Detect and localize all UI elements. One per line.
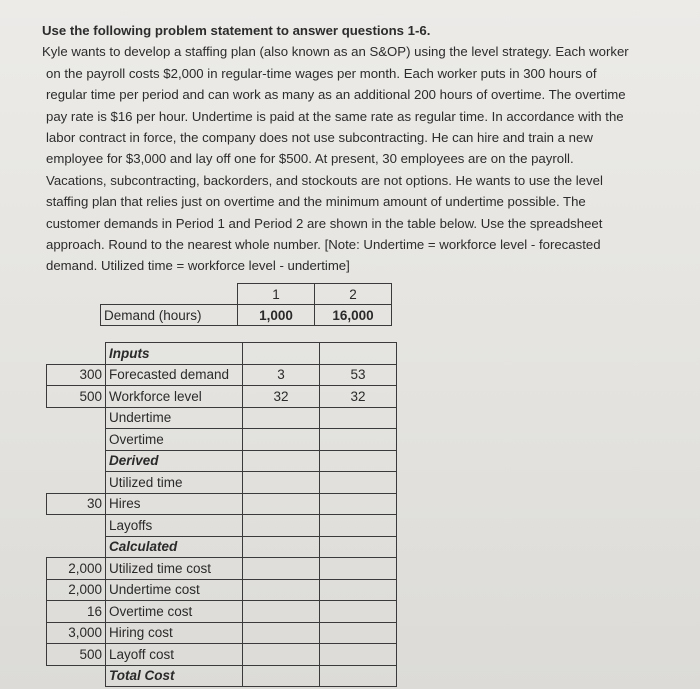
row-label: Hiring cost [106, 622, 243, 644]
period-1-cell[interactable]: 32 [243, 386, 320, 408]
row-label: Undertime [106, 407, 243, 429]
parameter-value: 300 [47, 364, 106, 386]
problem-line: Vacations, subcontracting, backorders, and stockouts are not options. He wants to use the level [46, 172, 603, 188]
table-row [47, 558, 397, 580]
table-row [47, 536, 397, 558]
row-label: Total Cost [106, 665, 243, 687]
period-1-cell[interactable] [243, 472, 320, 494]
row-label: Derived [106, 450, 243, 472]
problem-line: Kyle wants to develop a staffing plan (also known as an S&OP) using the level strategy. Each worker [42, 44, 629, 60]
parameter-value [47, 343, 106, 365]
row-label: Forecasted demand [106, 364, 243, 386]
table-row [47, 622, 397, 644]
row-label: Utilized time [106, 472, 243, 494]
table-row [47, 343, 397, 365]
row-label: Workforce level [106, 386, 243, 408]
table-row [47, 493, 397, 515]
parameter-value: 2,000 [47, 558, 106, 580]
parameter-value: 500 [47, 644, 106, 666]
period-2-cell[interactable] [320, 644, 397, 666]
row-label: Layoffs [106, 515, 243, 537]
parameter-value [47, 472, 106, 494]
parameter-value: 500 [47, 386, 106, 408]
period-2-cell[interactable] [320, 472, 397, 494]
period-2-cell[interactable] [320, 450, 397, 472]
parameter-value [47, 450, 106, 472]
row-label: Undertime cost [106, 579, 243, 601]
period-2-cell[interactable] [320, 515, 397, 537]
period-2-cell[interactable] [320, 665, 397, 687]
parameter-value [47, 407, 106, 429]
period-1-cell[interactable] [243, 407, 320, 429]
table-row [47, 472, 397, 494]
table-row [47, 601, 397, 623]
period-1-cell[interactable] [243, 644, 320, 666]
problem-line: pay rate is $16 per hour. Undertime is paid at the same rate as regular time. In accordance with the [46, 108, 624, 124]
problem-line: demand. Utilized time = workforce level - undertime] [46, 258, 350, 274]
problem-line: staffing plan that relies just on overtime and the minimum amount of undertime possible. The [46, 194, 586, 210]
parameter-value: 30 [47, 493, 106, 515]
row-label: Hires [106, 493, 243, 515]
period-1-cell[interactable] [243, 343, 320, 365]
demand-table [100, 283, 392, 326]
table-row [47, 644, 397, 666]
row-label: Utilized time cost [106, 558, 243, 580]
period-1-cell[interactable] [243, 601, 320, 623]
period-2-cell[interactable] [320, 558, 397, 580]
period-2-cell[interactable] [320, 407, 397, 429]
table-row [47, 407, 397, 429]
period-2-cell[interactable] [320, 493, 397, 515]
problem-heading: Use the following problem statement to answer questions 1-6. [42, 23, 431, 38]
problem-statement [42, 20, 662, 277]
period-2-cell[interactable] [320, 622, 397, 644]
problem-line: customer demands in Period 1 and Period 2 are shown in the table below. Use the spreadsheet [46, 215, 603, 231]
parameter-value: 16 [47, 601, 106, 623]
period-2-cell[interactable] [320, 536, 397, 558]
staffing-plan-table [46, 342, 397, 687]
table-row [47, 429, 397, 451]
problem-line: labor contract in force, the company does not use subcontracting. He can hire and train a new [46, 130, 593, 146]
period-header-1: 1 [238, 284, 315, 305]
period-1-cell[interactable] [243, 450, 320, 472]
demand-value-1: 1,000 [238, 305, 315, 326]
parameter-value [47, 665, 106, 687]
demand-value-2: 16,000 [315, 305, 392, 326]
parameter-value: 2,000 [47, 579, 106, 601]
parameter-value [47, 515, 106, 537]
row-label: Overtime [106, 429, 243, 451]
period-1-cell[interactable]: 3 [243, 364, 320, 386]
row-label: Calculated [106, 536, 243, 558]
period-1-cell[interactable] [243, 536, 320, 558]
period-2-cell[interactable] [320, 579, 397, 601]
problem-line: on the payroll costs $2,000 in regular-time wages per month. Each worker puts in 300 hours of [46, 65, 597, 81]
row-label: Overtime cost [106, 601, 243, 623]
period-1-cell[interactable] [243, 429, 320, 451]
table-row [47, 665, 397, 687]
period-2-cell[interactable]: 32 [320, 386, 397, 408]
table-row [47, 386, 397, 408]
period-2-cell[interactable] [320, 601, 397, 623]
table-row [47, 515, 397, 537]
period-2-cell[interactable] [320, 429, 397, 451]
period-1-cell[interactable] [243, 665, 320, 687]
row-label: Inputs [106, 343, 243, 365]
period-header-2: 2 [315, 284, 392, 305]
demand-label: Demand (hours) [101, 305, 238, 326]
period-1-cell[interactable] [243, 622, 320, 644]
table-row [47, 450, 397, 472]
parameter-value: 3,000 [47, 622, 106, 644]
period-2-cell[interactable] [320, 343, 397, 365]
parameter-value [47, 429, 106, 451]
period-1-cell[interactable] [243, 515, 320, 537]
table-row [47, 364, 397, 386]
row-label: Layoff cost [106, 644, 243, 666]
parameter-value [47, 536, 106, 558]
table-row [47, 579, 397, 601]
period-1-cell[interactable] [243, 579, 320, 601]
period-1-cell[interactable] [243, 558, 320, 580]
problem-line: approach. Round to the nearest whole number. [Note: Undertime = workforce level - forecasted [46, 237, 601, 253]
problem-line: regular time per period and can work as many as an additional 200 hours of overtime. The overtime [46, 87, 626, 103]
period-2-cell[interactable]: 53 [320, 364, 397, 386]
period-1-cell[interactable] [243, 493, 320, 515]
problem-line: employee for $3,000 and lay off one for $500. At present, 30 employees are on the payroll. [46, 151, 574, 167]
